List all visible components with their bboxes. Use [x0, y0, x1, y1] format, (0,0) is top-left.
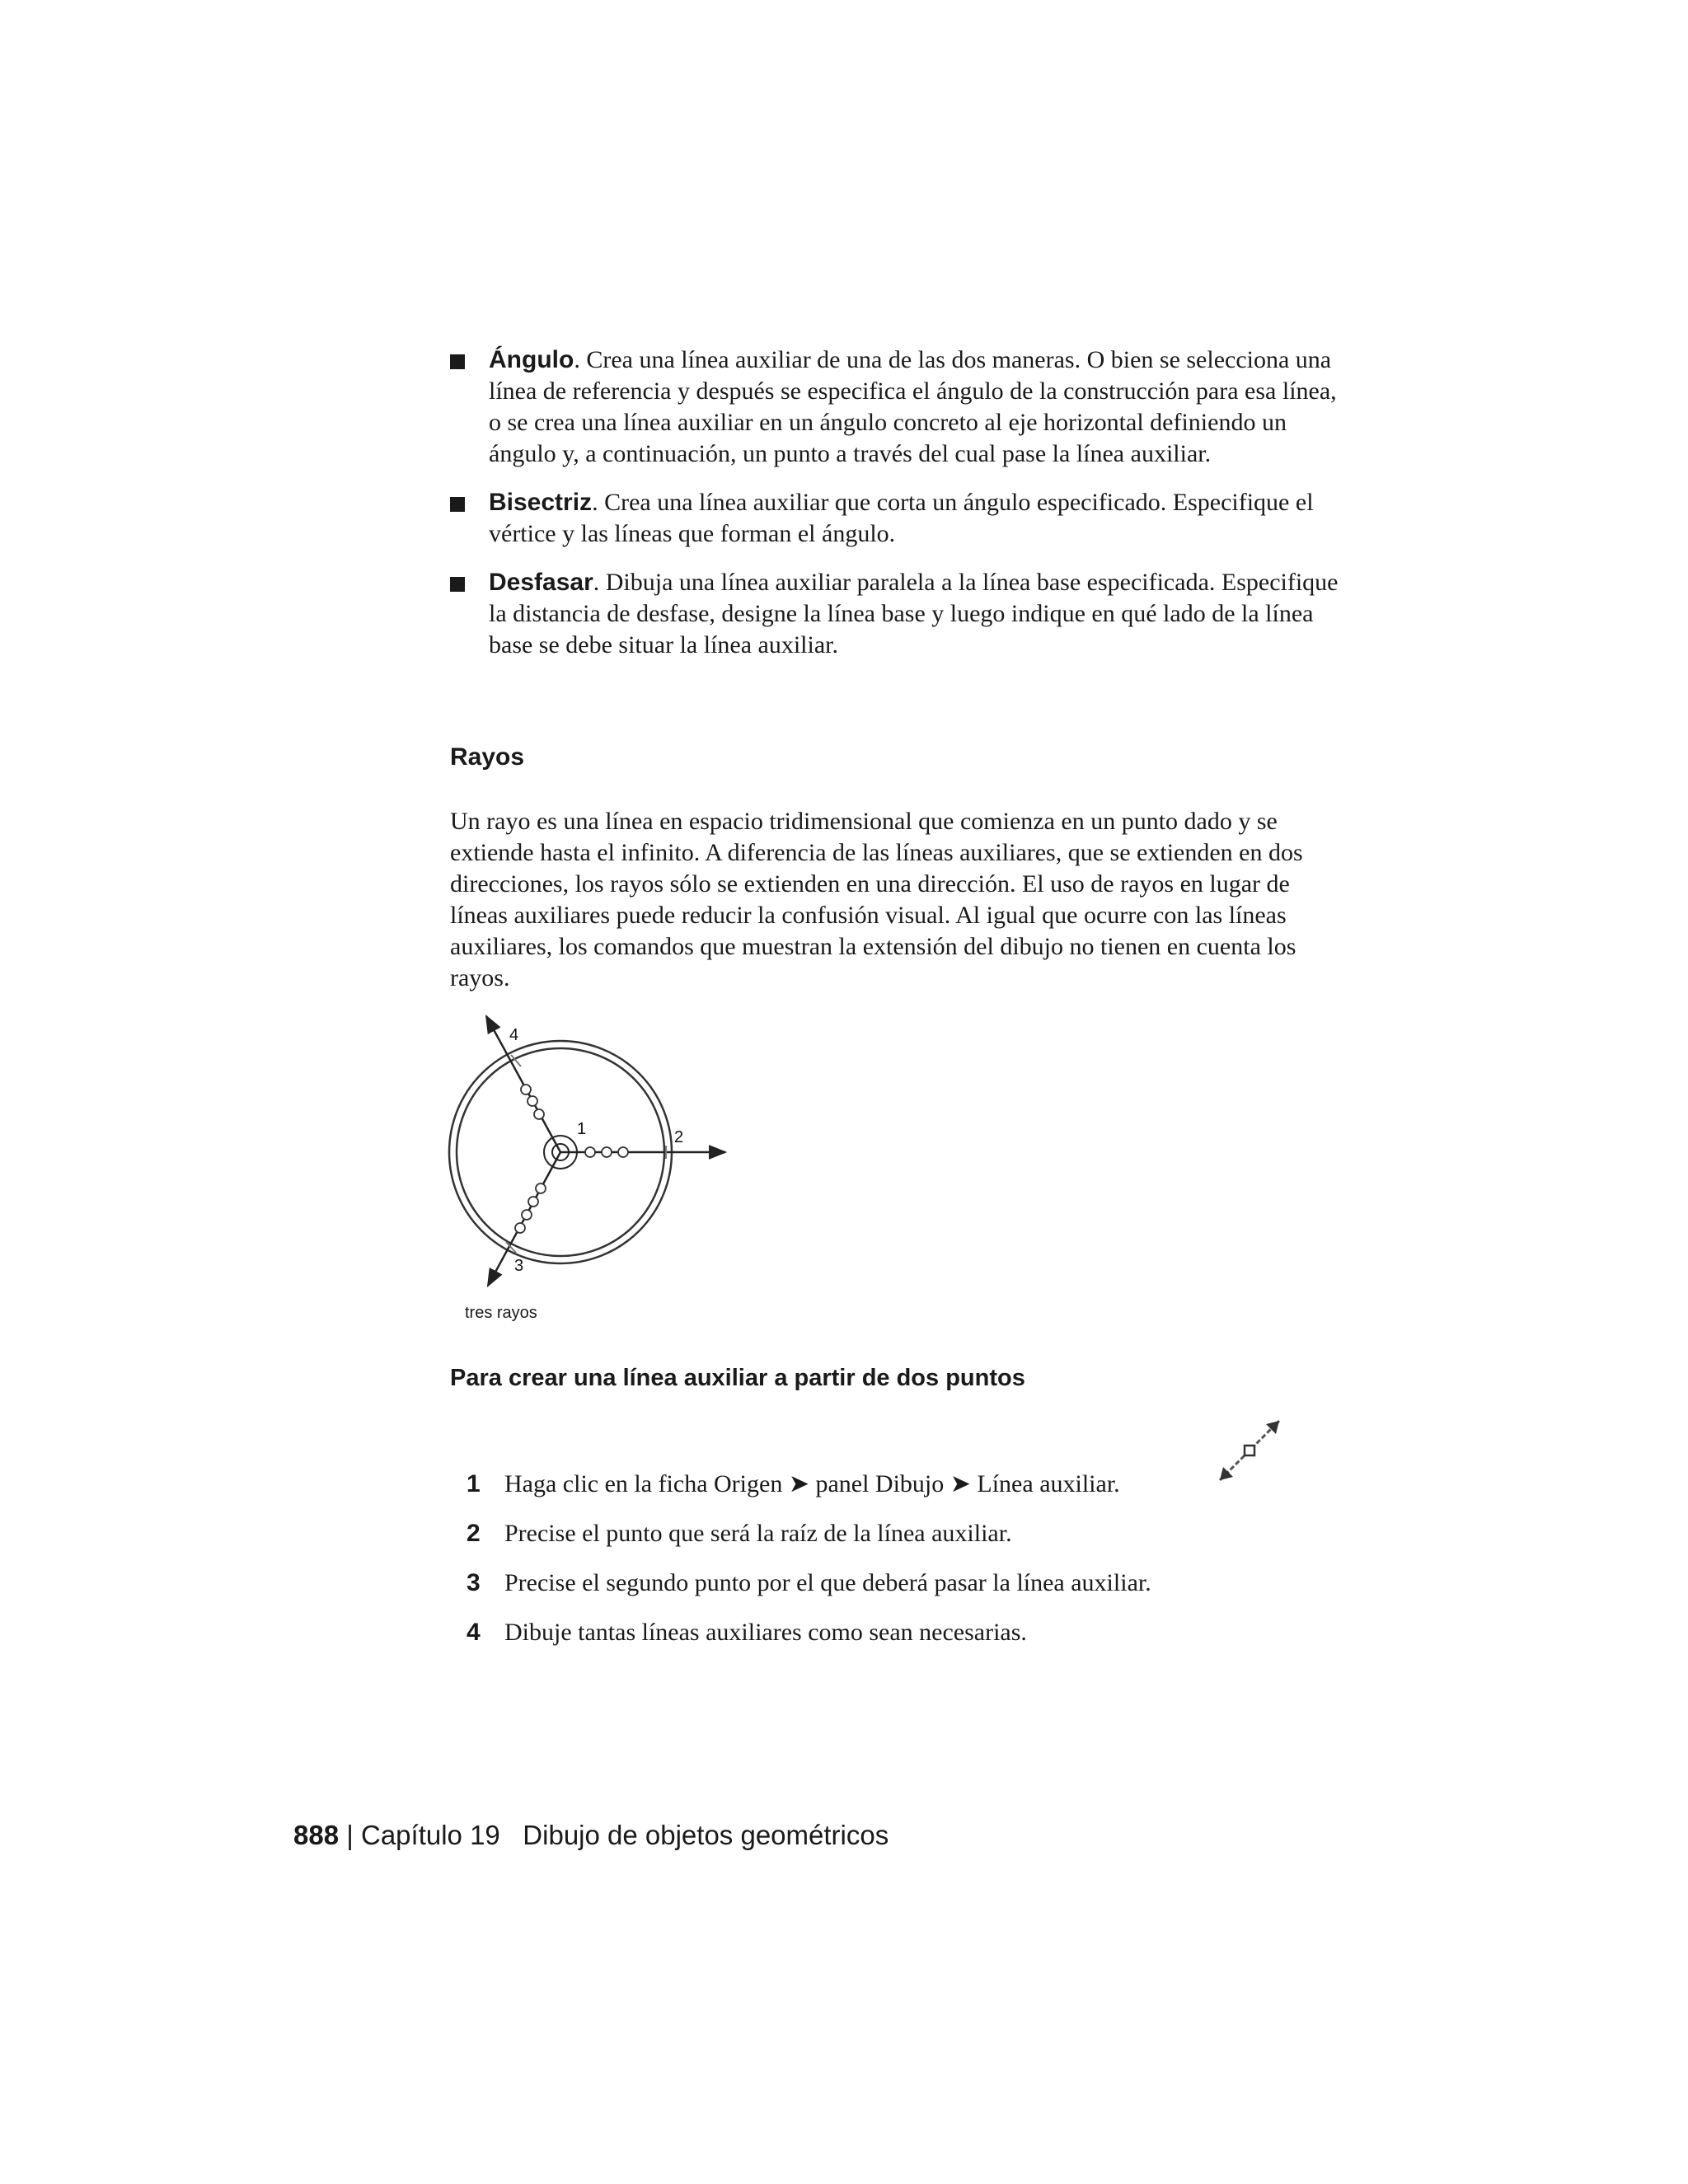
label-2: 2: [674, 1128, 684, 1146]
step-number: 4: [467, 1619, 481, 1646]
procedure-steps: [467, 1469, 1373, 1666]
bullet-text: . Crea una línea auxiliar de una de las dos maneras. O bien se selecciona una línea de referencia y después se especifica el ángulo de la construcción para esa línea, o se crea una línea auxiliar en un ángulo concreto al eje horizontal definiendo un ángulo y, a continuación, un punto a través del cual pase la línea auxiliar.: [489, 346, 1337, 467]
label-1: 1: [577, 1120, 587, 1138]
step-text: Haga clic en la ficha Origen ➤ panel Dibujo ➤ Línea auxiliar.: [504, 1470, 1120, 1497]
step-text: Precise el segundo punto por el que deberá pasar la línea auxiliar.: [504, 1569, 1151, 1596]
bullet-square-icon: [450, 497, 465, 512]
section-heading: Rayos: [450, 743, 525, 771]
bullet-list: [450, 344, 1340, 678]
step-text: Dibuje tantas líneas auxiliares como sean necesarias.: [504, 1619, 1027, 1646]
footer-chapter: Capítulo 19: [360, 1820, 500, 1850]
step-number: 3: [467, 1569, 481, 1596]
step-number: 2: [467, 1520, 481, 1547]
figure-caption: tres rayos: [465, 1304, 537, 1322]
footer-title: Dibujo de objetos geométricos: [523, 1820, 889, 1850]
bullet-square-icon: [450, 577, 465, 592]
bullet-term: Bisectriz: [489, 489, 593, 516]
step-item: [467, 1568, 1373, 1599]
footer-separator: |: [346, 1820, 354, 1850]
bullet-item-bisectriz: [450, 487, 1340, 550]
bullet-term: Ángulo: [489, 346, 574, 373]
step-item: [467, 1518, 1373, 1549]
bullet-item-desfasar: [450, 567, 1340, 661]
snap-markers: [515, 1085, 628, 1233]
rays-figure: [445, 1012, 742, 1342]
step-item: [467, 1617, 1373, 1648]
ray-up-left: [486, 1016, 560, 1152]
label-3: 3: [514, 1257, 524, 1275]
step-text: Precise el punto que será la raíz de la línea auxiliar.: [504, 1520, 1012, 1547]
section-paragraph: Un rayo es una línea en espacio tridimensional que comienza en un punto dado y se extiende hasta el infinito. A diferencia de las líneas auxiliares, que se extienden en dos direcciones, los rayos sólo se extienden en una dirección. El uso de rayos en lugar de líneas auxiliares puede reducir la confusión visual. Al igual que ocurre con las líneas auxiliares, los comandos que muestran la extensión del dibujo no tienen en cuenta los rayos.: [450, 808, 1303, 991]
procedure-heading: Para crear una línea auxiliar a partir de dos puntos: [450, 1365, 1025, 1391]
bullet-item-angulo: [450, 344, 1340, 470]
bullet-term: Desfasar: [489, 569, 593, 596]
step-number: 1: [467, 1470, 481, 1497]
page-number: 888: [293, 1820, 340, 1850]
step-item: [467, 1469, 1373, 1500]
page-footer: [293, 1820, 889, 1851]
label-4: 4: [509, 1026, 519, 1044]
bullet-square-icon: [450, 354, 465, 369]
bullet-text: . Dibuja una línea auxiliar paralela a la línea base especificada. Especifique la distancia de desfase, designe la línea base y luego indique en qué lado de la línea base se debe situar la línea auxiliar.: [489, 569, 1339, 658]
bullet-text: . Crea una línea auxiliar que corta un ángulo especificado. Especifique el vértice y las líneas que forman el ángulo.: [489, 489, 1314, 547]
